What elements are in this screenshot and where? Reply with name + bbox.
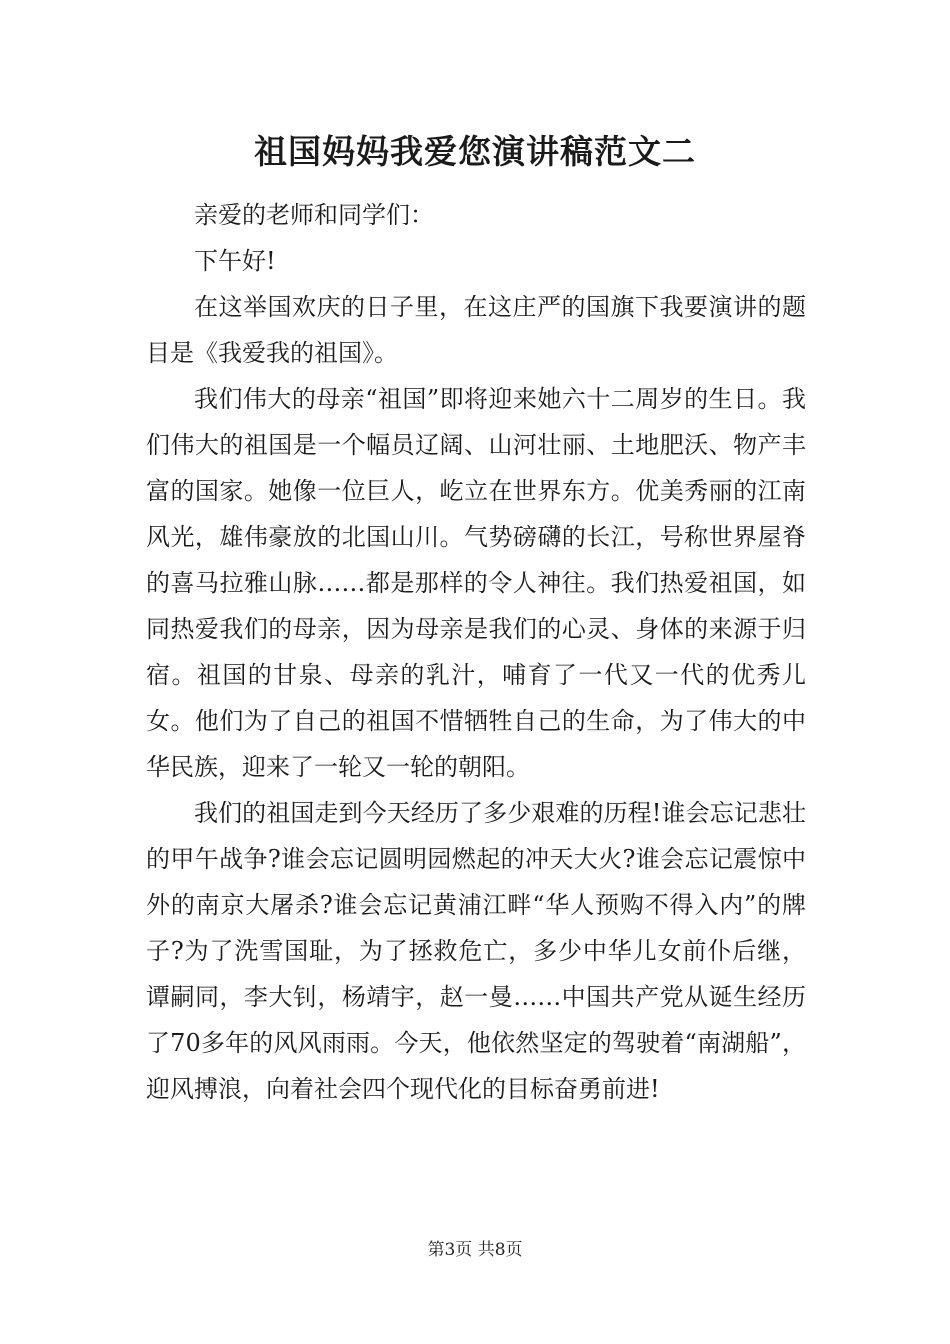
paragraph-greeting: 下午好! <box>194 247 276 275</box>
document-title: 祖国妈妈我爱您演讲稿范文二 <box>254 132 696 171</box>
paragraph-history: 我们的祖国走到今天经历了多少艰难的历程!谁会忘记悲壮的甲午战争?谁会忘记圆明园燃起的冲天大火?谁会忘记震惊中外的南京大屠杀?谁会忘记黄浦江畔“华人预购不得入内”的牌子?为了洗雪国耻，为了拯救危亡，多少中华儿女前仆后继，谭嗣同，李大钊，杨靖宇，赵一曼……中国共产党从诞生经历了70多年的风风雨雨。今天，他依然坚定的驾驶着“南湖船”，迎风搏浪，向着社会四个现代化的目标奋勇前进! <box>146 799 806 1103</box>
page-number-footer: 第3页 共8页 <box>427 1240 523 1260</box>
paragraph-motherland: 我们伟大的母亲“祖国”即将迎来她六十二周岁的生日。我们伟大的祖国是一个幅员辽阔、山河壮丽、土地肥沃、物产丰富的国家。她像一位巨人，屹立在世界东方。优美秀丽的江南风光，雄伟豪放的北国山川。气势磅礴的长江，号称世界屋脊的喜马拉雅山脉……都是那样的令人神往。我们热爱祖国，如同热爱我们的母亲，因为母亲是我们的心灵、身体的来源于归宿。祖国的甘泉、母亲的乳汁，哺育了一代又一代的优秀儿女。他们为了自己的祖国不惜牺牲自己的生命，为了伟大的中华民族，迎来了一轮又一轮的朝阳。 <box>146 385 806 781</box>
paragraph-intro: 在这举国欢庆的日子里，在这庄严的国旗下我要演讲的题目是《我爱我的祖国》。 <box>146 293 806 367</box>
document-body <box>146 192 806 1112</box>
paragraph-salutation: 亲爱的老师和同学们： <box>194 201 434 229</box>
